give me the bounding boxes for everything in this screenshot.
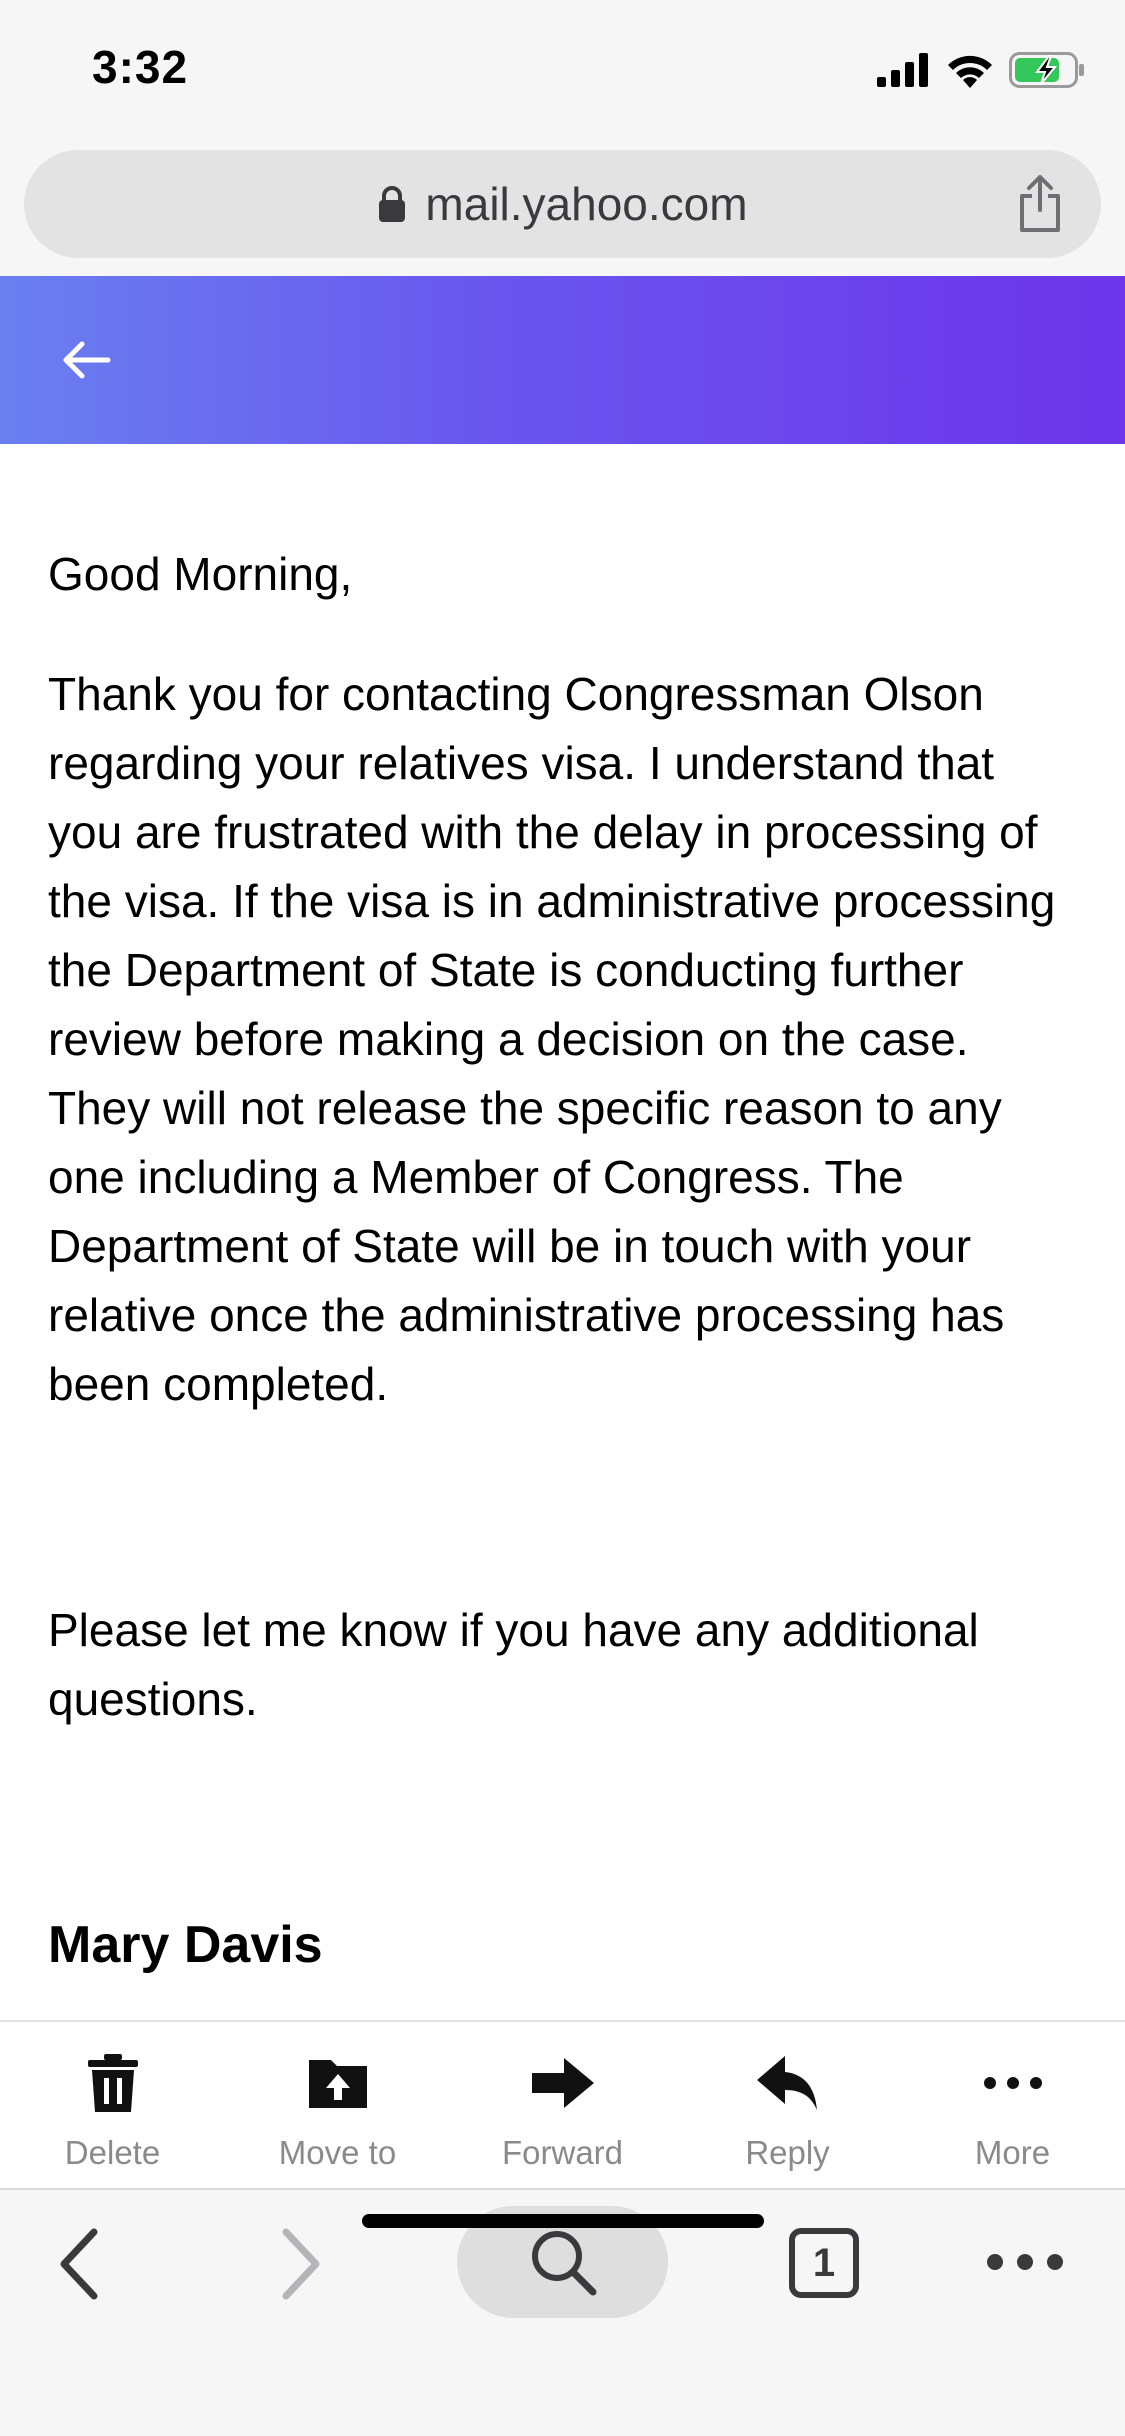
folder-move-icon [305, 2050, 371, 2116]
delete-button[interactable] [0, 2022, 225, 2188]
email-signature: Mary Davis [48, 1916, 323, 1974]
move-to-button[interactable] [225, 2022, 450, 2188]
reply-arrow-icon [755, 2050, 821, 2116]
address-content [24, 150, 1101, 258]
more-dots-icon [980, 2050, 1046, 2116]
tabs-button[interactable]: 1 [789, 2228, 859, 2298]
browser-back-icon[interactable] [50, 2226, 110, 2302]
trash-icon [80, 2050, 146, 2116]
email-paragraph: Thank you for contacting Congressman Olson regarding your relatives visa. I understand that you are frustrated with the delay in processing of the visa. If the visa is in administrative processing the Department of State is conducting further review before making a decision on the case. They will not release the specific reason to any one including a Member of Congress. The Department of State will be in touch with your relative once the administrative processing has been completed. [48, 668, 1056, 1410]
email-paragraph: Please let me know if you have any additional questions. [48, 1604, 979, 1725]
status-icons [877, 50, 1085, 90]
status-time: 3:32 [92, 41, 189, 93]
delete-label: Delete [64, 2134, 161, 2171]
browser-forward-icon[interactable] [270, 2226, 330, 2302]
mail-header [0, 276, 1125, 444]
forward-label: Forward [501, 2134, 624, 2171]
move-to-label: Move to [278, 2134, 397, 2171]
email-greeting: Good Morning, [48, 548, 353, 600]
more-button[interactable] [900, 2022, 1125, 2188]
email-body [48, 540, 1078, 1734]
wifi-icon [945, 52, 995, 88]
browser-address-area [0, 140, 1125, 276]
share-icon[interactable] [1015, 174, 1065, 234]
reply-label: Reply [745, 2134, 830, 2171]
search-icon [527, 2226, 599, 2298]
browser-more-icon[interactable] [985, 2250, 1065, 2274]
signal-icon [877, 53, 931, 87]
home-indicator[interactable] [362, 2214, 764, 2228]
battery-charging-icon [1009, 52, 1085, 88]
status-bar [0, 0, 1125, 140]
url-text: mail.yahoo.com [425, 178, 748, 230]
reply-button[interactable] [675, 2022, 900, 2188]
forward-button[interactable] [450, 2022, 675, 2188]
back-arrow-icon[interactable] [58, 332, 114, 388]
more-label: More [974, 2134, 1051, 2171]
mail-action-toolbar [0, 2020, 1125, 2190]
lock-icon [377, 185, 407, 223]
address-bar[interactable] [24, 150, 1101, 258]
forward-arrow-icon [530, 2050, 596, 2116]
